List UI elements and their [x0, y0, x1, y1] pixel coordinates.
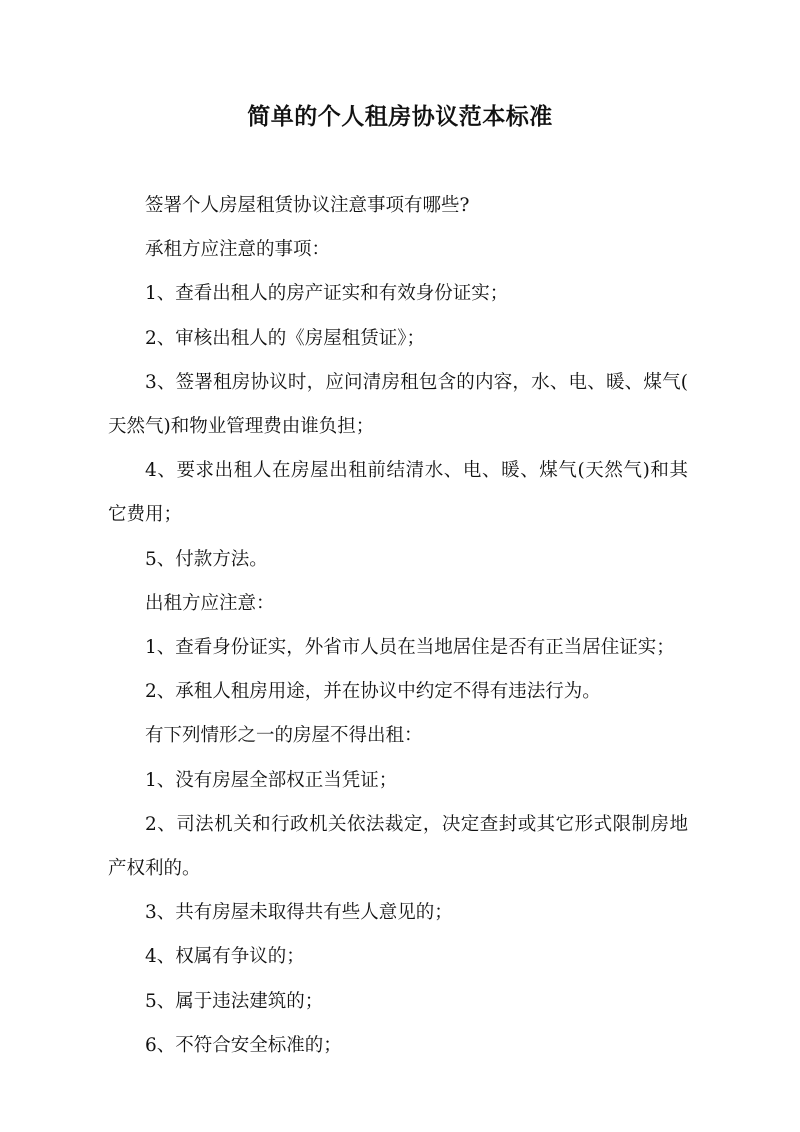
paragraph-tenant-item-3: 3、签署租房协议时，应问清房租包含的内容，水、电、暖、煤气(天然气)和物业管理费由谁负担；	[108, 371, 688, 438]
paragraph-prohibited-heading: 有下列情形之一的房屋不得出租：	[145, 725, 423, 747]
paragraph-tenant-item-1: 1、查看出租人的房产证实和有效身份证实；	[145, 283, 509, 305]
paragraph-landlord-item-1: 1、查看身份证实，外省市人员在当地居住是否有正当居住证实；	[145, 637, 675, 659]
paragraph-tenant-heading: 承租方应注意的事项：	[145, 239, 331, 261]
paragraph-prohibited-item-3: 3、共有房屋未取得共有些人意见的；	[145, 902, 453, 924]
paragraph-prohibited-item-1: 1、没有房屋全部权正当凭证；	[145, 769, 398, 791]
paragraph-prohibited-item-4: 4、权属有争议的；	[145, 946, 305, 968]
paragraph-prohibited-item-2: 2、司法机关和行政机关依法裁定，决定查封或其它形式限制房地产权利的。	[108, 813, 688, 880]
paragraph-prohibited-item-5: 5、属于违法建筑的；	[145, 990, 324, 1012]
paragraph-landlord-heading: 出租方应注意：	[145, 592, 275, 614]
paragraph-tenant-item-4: 4、要求出租人在房屋出租前结清水、电、暖、煤气(天然气)和其它费用；	[108, 460, 688, 526]
paragraph-tenant-item-2: 2、审核出租人的《房屋租赁证》；	[145, 327, 426, 349]
paragraph-landlord-item-2: 2、承租人租房用途，并在协议中约定不得有违法行为。	[145, 681, 601, 703]
document-title: 简单的个人租房协议范本标准	[247, 103, 553, 130]
paragraph-intro-question: 签署个人房屋租赁协议注意事项有哪些?	[145, 195, 470, 216]
paragraph-tenant-item-5: 5、付款方法。	[145, 548, 268, 570]
document-body	[108, 184, 688, 1068]
paragraph-prohibited-item-6: 6、不符合安全标准的；	[145, 1034, 342, 1056]
